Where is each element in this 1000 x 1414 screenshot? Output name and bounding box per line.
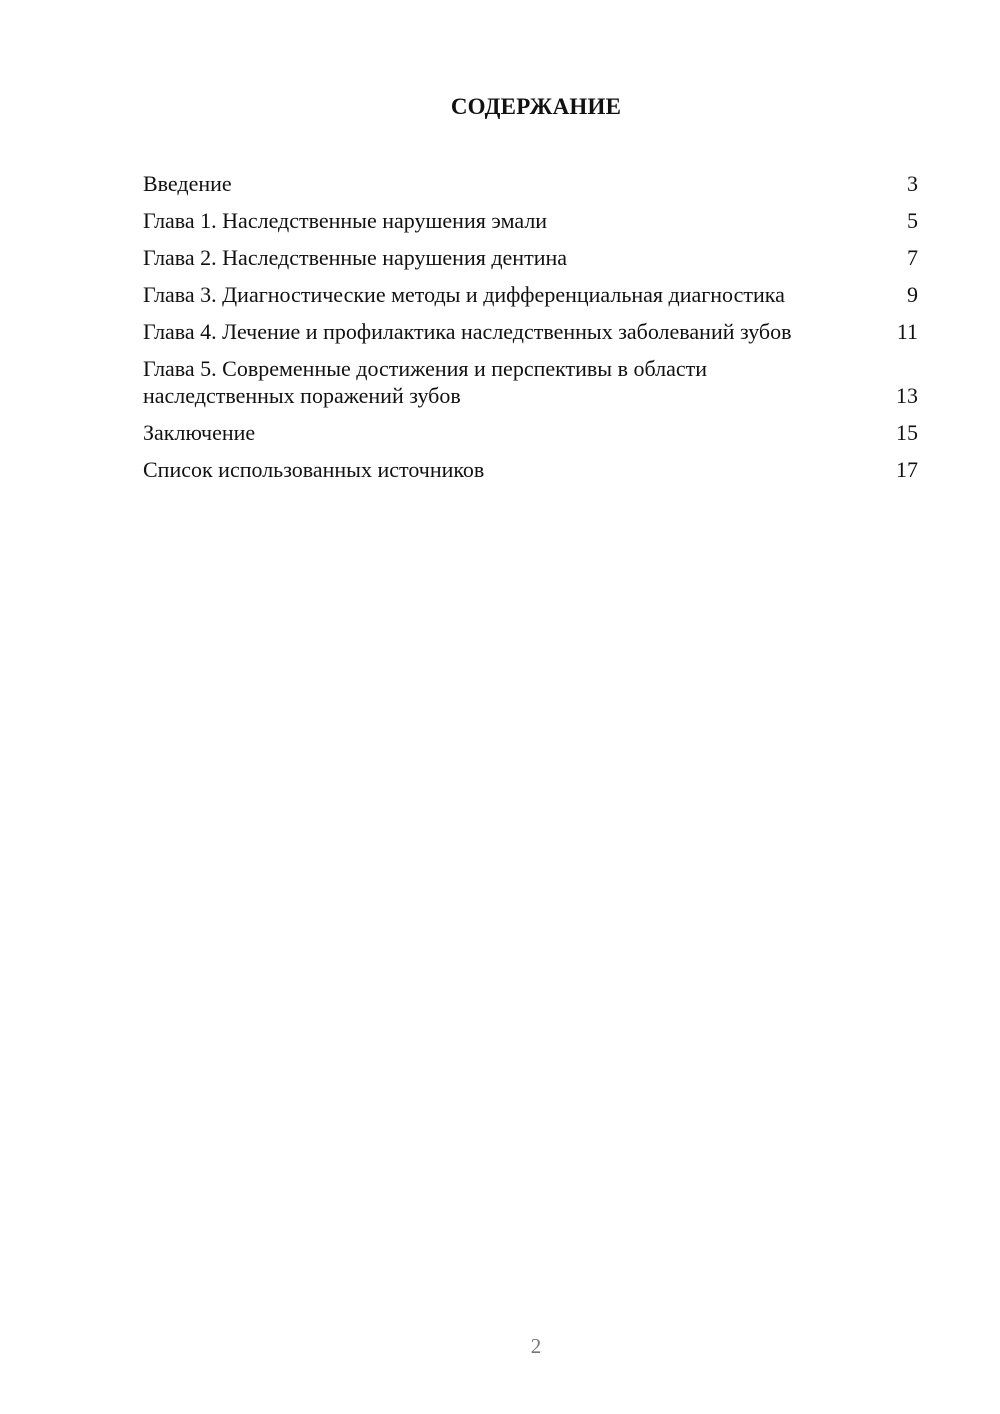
toc-entry-introduction[interactable] (143, 170, 918, 197)
toc-entry-title: Глава 2. Наследственные нарушения дентина (143, 245, 568, 270)
toc-entry-conclusion[interactable] (143, 419, 918, 446)
toc-entry-page: 11 (896, 319, 918, 344)
toc-entry-title: Глава 5. Современные достижения и перспективы в области наследственных поражений зубов (143, 356, 708, 408)
toc-entry-chapter-5[interactable] (143, 355, 918, 409)
toc-entry-title: Заключение (143, 420, 256, 445)
toc-entry-title: Глава 4. Лечение и профилактика наследственных заболеваний зубов (143, 319, 792, 344)
toc-entry-chapter-4[interactable] (143, 318, 918, 345)
toc-entry-page: 7 (907, 245, 918, 270)
toc-entry-page: 5 (907, 208, 918, 233)
toc-entry-title: Глава 3. Диагностические методы и дифференциальная диагностика (143, 282, 785, 307)
toc-entry-title: Введение (143, 171, 232, 196)
toc-entry-page: 9 (907, 282, 918, 307)
toc-entry-page: 13 (896, 383, 918, 408)
toc-entry-page: 15 (896, 420, 918, 445)
toc-entry-title: Список использованных источников (143, 457, 485, 482)
toc-entry-page: 3 (907, 171, 918, 196)
toc-entry-chapter-3[interactable] (143, 281, 918, 308)
page-number: 2 (530, 1334, 542, 1358)
table-of-contents (143, 170, 918, 493)
toc-entry-title: Глава 1. Наследственные нарушения эмали (143, 208, 548, 233)
toc-entry-page: 17 (896, 457, 918, 482)
toc-entry-references[interactable] (143, 456, 918, 483)
toc-entry-chapter-2[interactable] (143, 244, 918, 271)
toc-entry-chapter-1[interactable] (143, 207, 918, 234)
page-title: СОДЕРЖАНИЕ (450, 94, 622, 119)
